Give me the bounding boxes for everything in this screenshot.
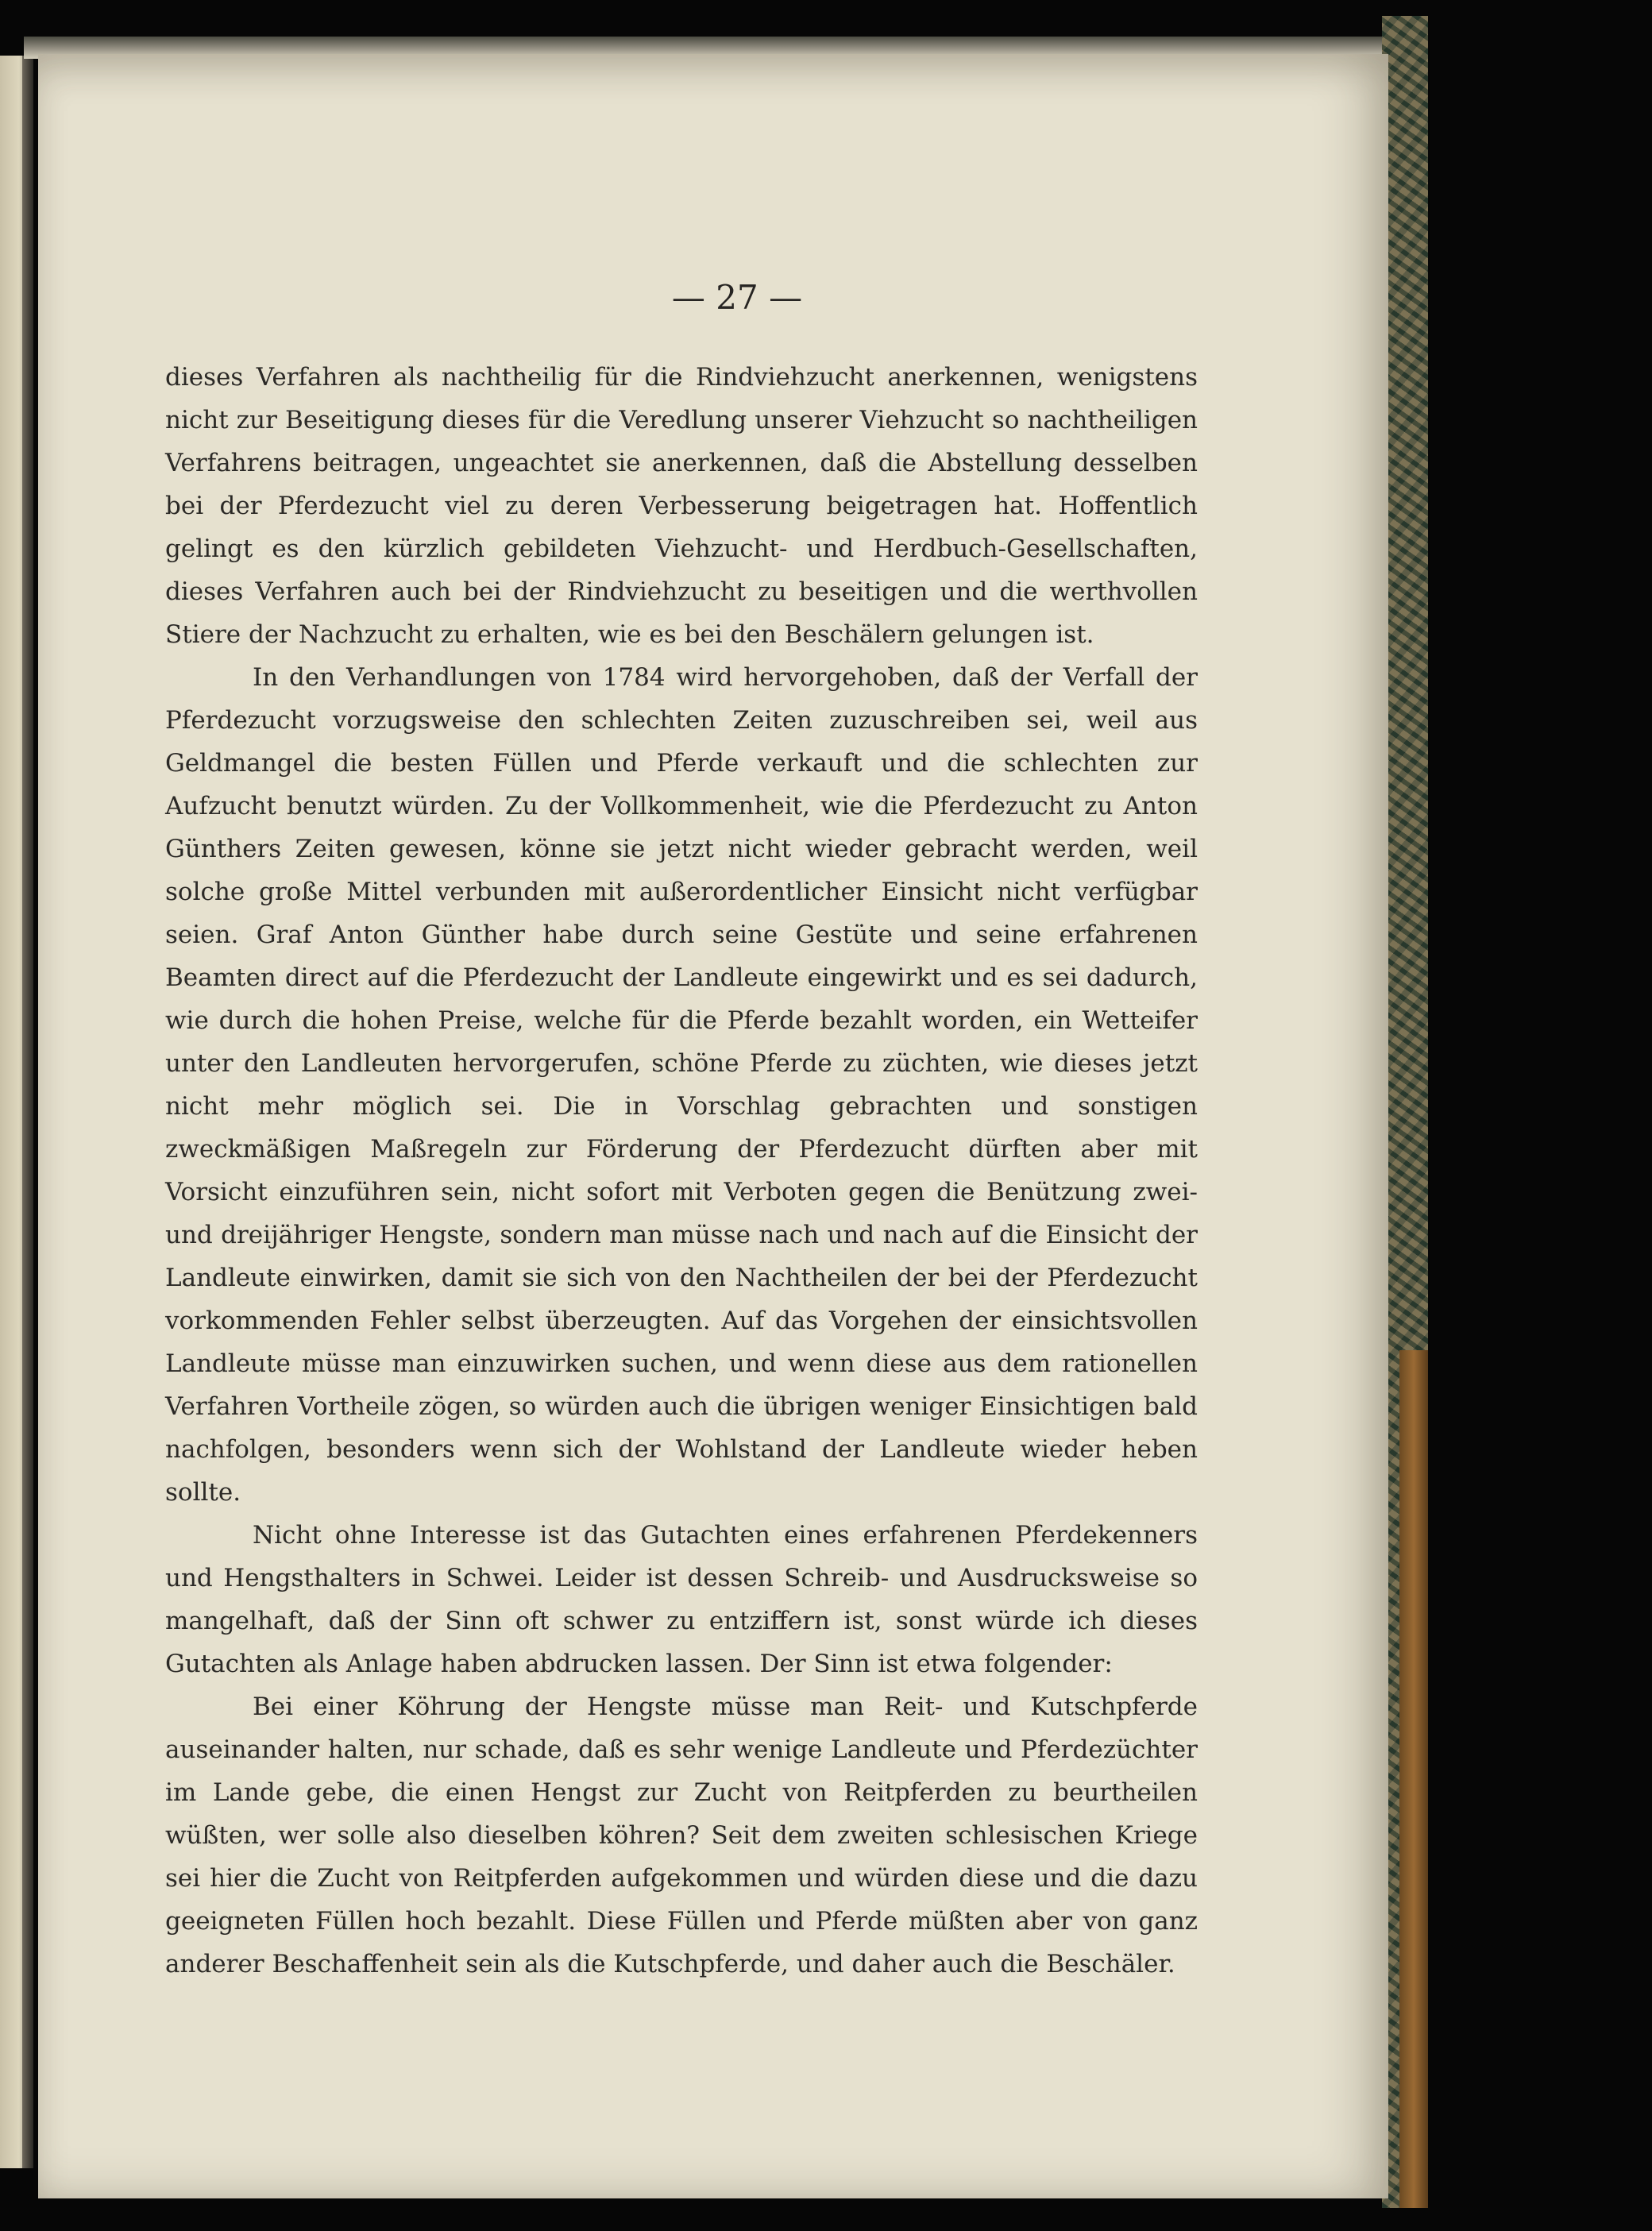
paragraph-4: Bei einer Köhrung der Hengste müsse man Reit- und Kutschpferde auseinander halten, nur schade, daß es sehr wenige Landleute und Pferdezüchter im Lande gebe, die einen Hengst zur Zucht von Reitpferden zu beurtheilen wüßten, wer solle also dieselben köhren? Seit dem zweiten schlesischen Kriege sei hier die Zucht von Reitpferden aufgekommen und würden diese und die dazu geeigneten Füllen hoch bezahlt. Diese Füllen und Pferde müßten aber von ganz anderer Beschaffenheit sein als die Kutschpferde, und daher auch die Beschäler.	[165, 1693, 1198, 1978]
leather-cover-corner	[1399, 1350, 1428, 2208]
book-gutter-shadow	[22, 56, 33, 2168]
paragraph-2: In den Verhandlungen von 1784 wird hervorgehoben, daß der Verfall der Pferdezucht vorzugsweise den schlechten Zeiten zuzuschreiben sei, weil aus Geldmangel die besten Füllen und Pferde verkauft und die schlechten zur Aufzucht benutzt würden. Zu der Vollkommenheit, wie die Pferdezucht zu Anton Günthers Zeiten gewesen, könne sie jetzt nicht wieder gebracht werden, weil solche große Mittel verbunden mit außerordentlicher Einsicht nicht verfügbar seien. Graf Anton Günther habe durch seine Gestüte und seine erfahrenen Beamten direct auf die Pferdezucht der Landleute eingewirkt und es sei dadurch, wie durch die hohen Preise, welche für die Pferde bezahlt worden, ein Wetteifer unter den Landleuten hervorgerufen, schöne Pferde zu züchten, wie dieses jetzt nicht mehr möglich sei. Die in Vorschlag gebrachten und sonstigen zweckmäßigen Maßregeln zur Förderung der Pferdezucht dürften aber mit Vorsicht einzuführen sein, nicht sofort mit Verboten gegen die Benützung zwei- und dreijähriger Hengste, sondern man müsse nach und nach auf die Einsicht der Landleute einwirken, damit sie sich von den Nachtheilen der bei der Pferdezucht vorkommenden Fehler selbst überzeugten. Auf das Vorgehen der einsichtsvollen Landleute müsse man einzuwirken suchen, und wenn diese aus dem rationellen Verfahren Vortheile zögen, so würden auch die übrigen weniger Einsichtigen bald nachfolgen, besonders wenn sich der Wohlstand der Landleute wieder heben sollte.	[165, 663, 1198, 1507]
book-page	[38, 54, 1388, 2198]
page-number: — 27 —	[671, 278, 803, 317]
paragraph-1: dieses Verfahren als nachtheilig für die Rindviehzucht anerkennen, wenigstens nicht zur Beseitigung dieses für die Veredlung unserer Viehzucht so nachtheiligen Verfahrens beitragen, ungeachtet sie anerkennen, daß die Abstellung desselben bei der Pferdezucht viel zu deren Verbesserung beigetragen hat. Hoffentlich gelingt es den kürzlich gebildeten Viehzucht- und Herdbuch-Gesellschaften, dieses Verfahren auch bei der Rindviehzucht zu beseitigen und die werthvollen Stiere der Nachzucht zu erhalten, wie es bei den Beschälern gelungen ist.	[165, 363, 1198, 649]
page-body-text	[165, 356, 1198, 1986]
paragraph-3: Nicht ohne Interesse ist das Gutachten eines erfahrenen Pferdekenners und Hengsthalters in Schwei. Leider ist dessen Schreib- und Ausdrucksweise so mangelhaft, daß der Sinn oft schwer zu entziffern ist, sonst würde ich dieses Gutachten als Anlage haben abdrucken lassen. Der Sinn ist etwa folgender:	[165, 1521, 1198, 1678]
